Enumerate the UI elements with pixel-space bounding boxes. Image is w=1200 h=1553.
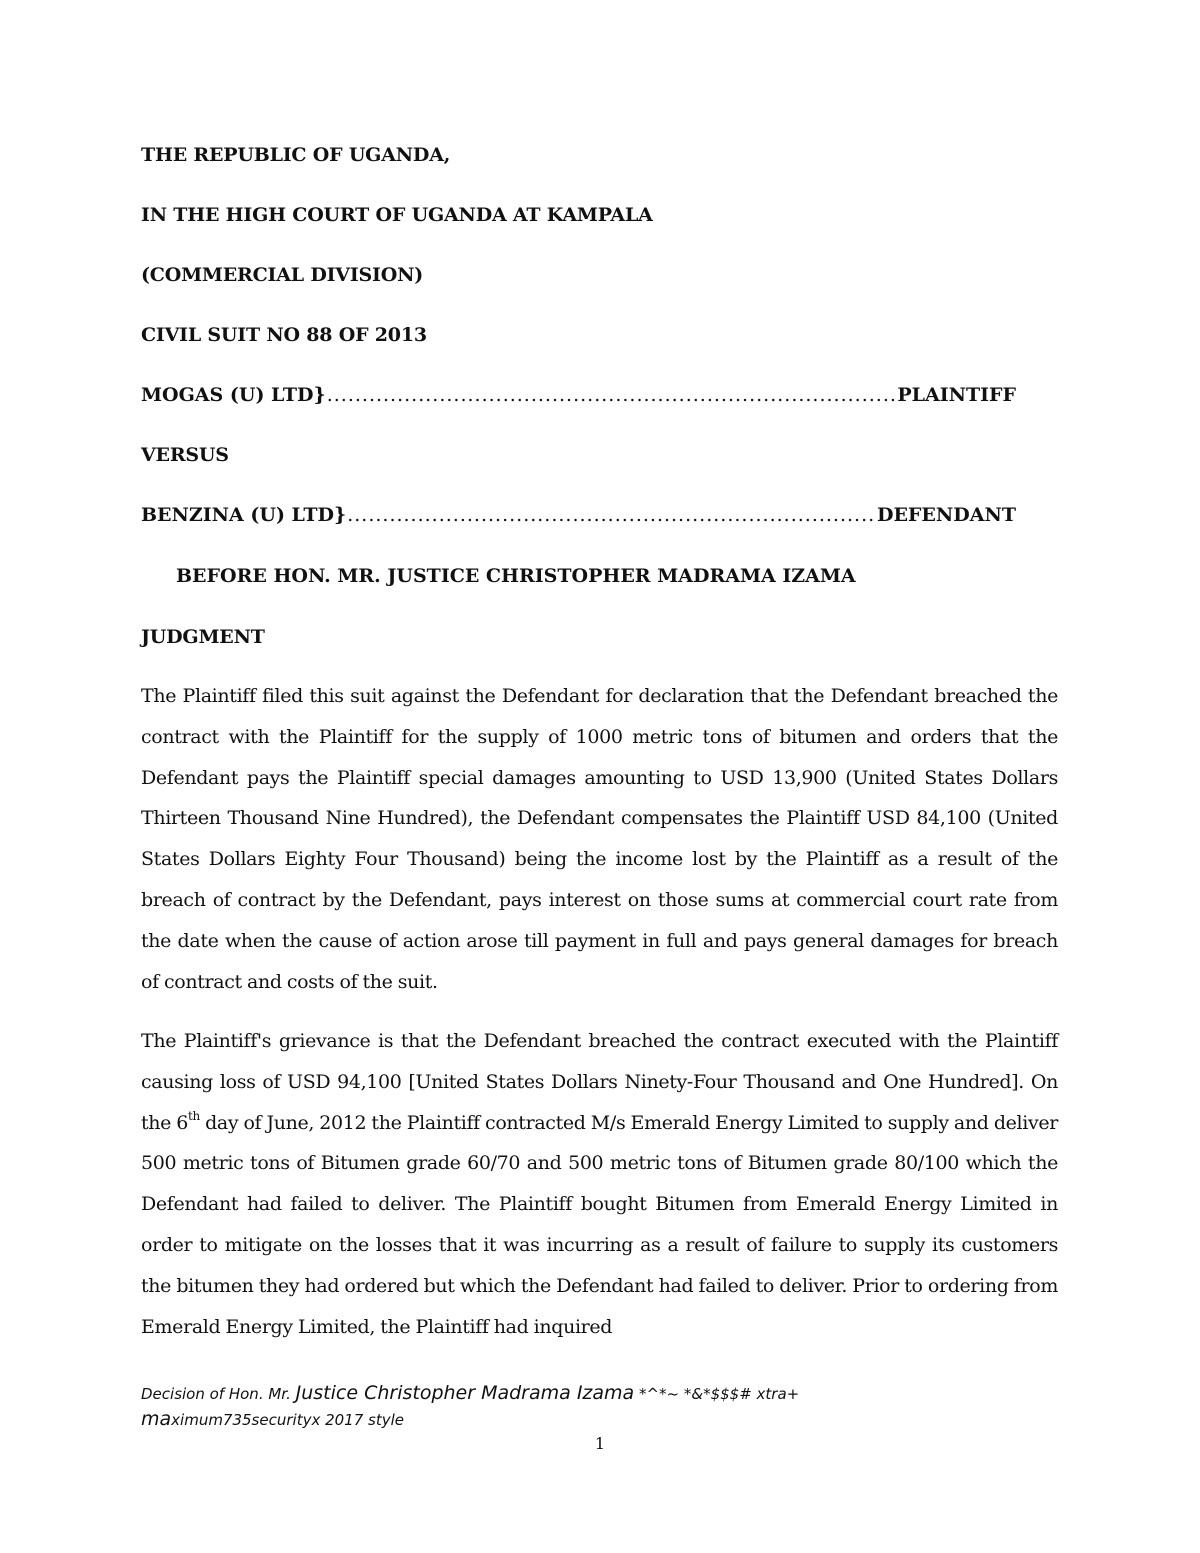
paragraph-2 [141,1021,1058,1347]
defendant-role: DEFENDANT [876,504,1016,526]
header-court: IN THE HIGH COURT OF UGANDA AT KAMPALA [141,204,653,226]
plaintiff-line [141,384,1016,406]
paragraph-2-part1: The Plaintiff's grievance is that the Defendant breached the contract executed with the Plaintiff causing loss of USD 94,100 [United States Dollars Ninety-Four Thousand and One Hundred]. On the 6 [141,1030,1058,1134]
versus-label: VERSUS [141,444,229,466]
defendant-line [141,504,1016,526]
footer-line-1 [141,1381,1041,1407]
plaintiff-role: PLAINTIFF [897,384,1016,406]
page-footer [141,1381,1041,1433]
before-judge: BEFORE HON. MR. JUSTICE CHRISTOPHER MADRAMA IZAMA [176,565,856,587]
ordinal-superscript: th [188,1108,200,1123]
judgment-heading: JUDGMENT [141,626,265,648]
footer-line-2 [141,1407,1041,1433]
footer-text-large-start: ma [141,1408,172,1430]
plaintiff-name: MOGAS (U) LTD} [141,384,326,406]
footer-text-symbols: *^*~ *&*$$$# xtra+ [634,1385,800,1403]
defendant-name: BENZINA (U) LTD} [141,504,347,526]
header-suit-number: CIVIL SUIT NO 88 OF 2013 [141,324,427,346]
footer-text-rest: ximum735securityx 2017 style [171,1411,405,1429]
leader-dots [347,504,876,526]
paragraph-2-part2: day of June, 2012 the Plaintiff contracted M/s Emerald Energy Limited to supply and deliver 500 metric tons of Bitumen grade 60/70 and 500 metric tons of Bitumen grade 80/100 which the Defendant had failed to deliver. The Plaintiff bought Bitumen from Emerald Energy Limited in order to mitigate on the losses that it was incurring as a result of failure to supply its customers the bitumen they had ordered but which the Defendant had failed to deliver. Prior to ordering from Emerald Energy Limited, the Plaintiff had inquired [141,1111,1058,1338]
header-division: (COMMERCIAL DIVISION) [141,264,424,286]
leader-dots [327,384,897,406]
paragraph-1: The Plaintiff filed this suit against the Defendant for declaration that the Defendant breached the contract with the Plaintiff for the supply of 1000 metric tons of bitumen and orders that the Defendant pays the Plaintiff special damages amounting to USD 13,900 (United States Dollars Thirteen Thousand Nine Hundred), the Defendant compensates the Plaintiff USD 84,100 (United States Dollars Eighty Four Thousand) being the income lost by the Plaintiff as a result of the breach of contract by the Defendant, pays interest on those sums at commercial court rate from the date when the cause of action arose till payment in full and pays general damages for breach of contract and costs of the suit. [141,685,1058,993]
page-number: 1 [594,1434,606,1453]
footer-text-small: Decision of Hon. Mr. [141,1385,296,1403]
header-republic: THE REPUBLIC OF UGANDA, [141,144,451,166]
footer-text-large: Justice Christopher Madrama Izama [295,1382,635,1404]
